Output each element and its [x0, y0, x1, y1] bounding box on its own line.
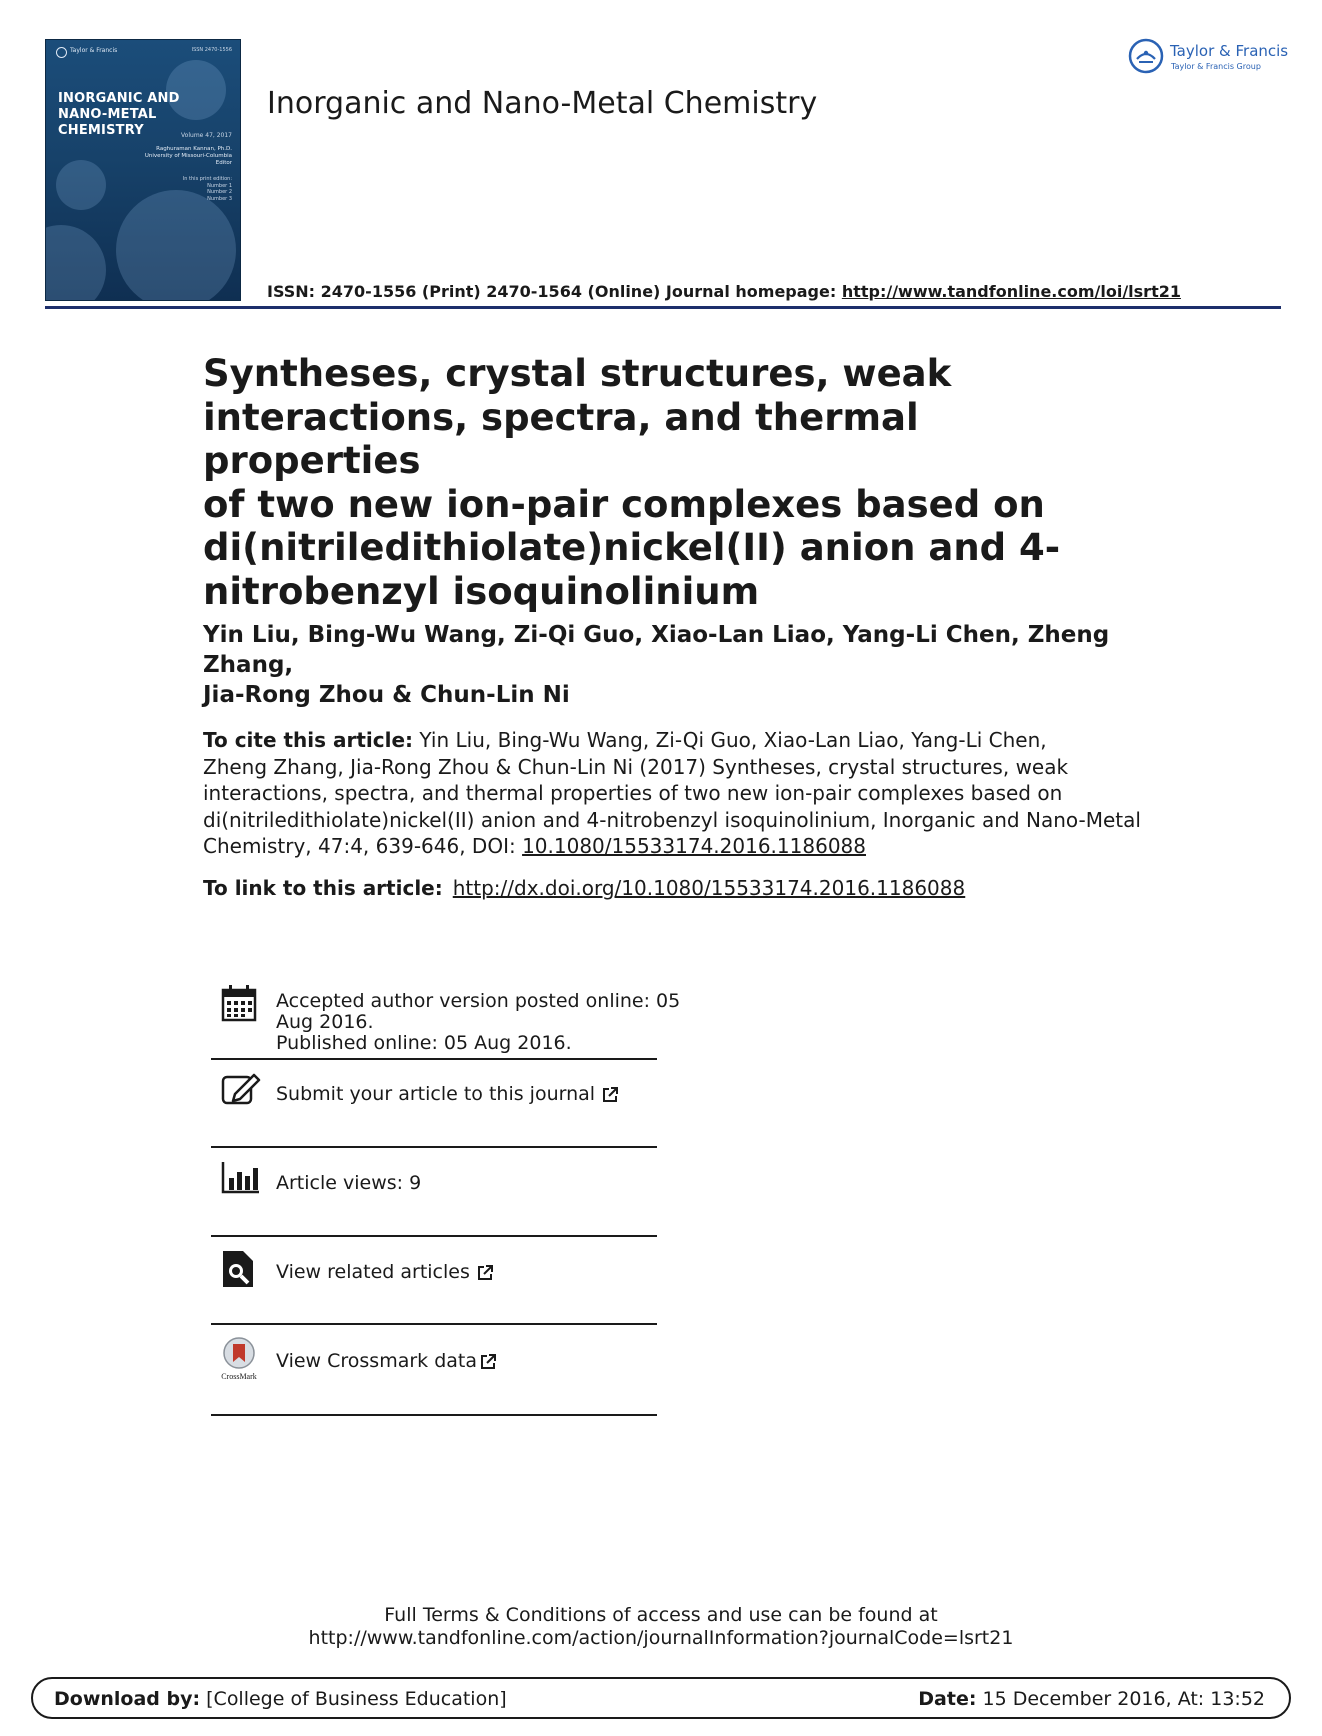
- cover-title-line: INORGANIC AND: [58, 91, 180, 106]
- document-search-icon: [221, 1249, 255, 1289]
- cover-decoration: [45, 225, 106, 301]
- terms-and-conditions: [0, 1604, 1322, 1650]
- download-info-bar: [31, 1677, 1291, 1719]
- date-label: Date:: [918, 1688, 977, 1710]
- article-title-line: di(nitriledithiolate)nickel(II) anion and 4-: [203, 526, 1061, 569]
- crossmark-link[interactable]: [211, 1336, 657, 1396]
- related-articles-text: View related articles: [276, 1261, 470, 1283]
- download-value: [College of Business Education]: [200, 1688, 507, 1710]
- related-articles-link[interactable]: [211, 1247, 657, 1307]
- related-articles-row: [276, 1262, 494, 1283]
- info-divider: [211, 1414, 657, 1416]
- crossmark-text: View Crossmark data: [276, 1350, 478, 1372]
- external-link-icon: [476, 1264, 494, 1282]
- download-label: Download by:: [54, 1688, 201, 1710]
- cover-volume: Volume 47, 2017: [181, 132, 232, 139]
- issn-text: ISSN: 2470-1556 (Print) 2470-1564 (Online) Journal homepage:: [267, 282, 842, 301]
- cover-editor-name: Raghuraman Kannan, Ph.D.: [156, 146, 232, 152]
- citation-block: [203, 727, 1143, 860]
- info-divider: [211, 1058, 657, 1060]
- accepted-line: Accepted author version posted online: 05: [276, 990, 681, 1012]
- header-divider: [45, 306, 1281, 309]
- crossmark-row: [276, 1351, 497, 1372]
- journal-homepage-link[interactable]: http://www.tandfonline.com/loi/lsrt21: [841, 282, 1181, 301]
- info-divider: [211, 1146, 657, 1148]
- cover-decoration: [116, 190, 236, 301]
- cover-edition-heading: In this print edition:: [182, 176, 232, 182]
- cover-title-line: NANO-METAL CHEMISTRY: [58, 107, 157, 138]
- download-date: [918, 1688, 1265, 1710]
- published-date: Published online: 05 Aug 2016.: [276, 1032, 572, 1054]
- article-title-line: nitrobenzyl isoquinolinium: [203, 569, 760, 613]
- citation-line: Yin Liu, Bing-Wu Wang, Zi-Qi Guo, Xiao-Lan Liao, Yang-Li Chen,: [413, 728, 1047, 752]
- external-link-icon: [601, 1086, 619, 1104]
- terms-line: Full Terms & Conditions of access and use can be found at: [384, 1604, 938, 1626]
- cover-edition-item: Number 1: [207, 182, 232, 189]
- citation-label: To cite this article:: [203, 728, 414, 752]
- authors-line: Jia-Rong Zhou & Chun-Lin Ni: [203, 682, 570, 708]
- doi-link[interactable]: 10.1080/15533174.2016.1186088: [522, 834, 866, 858]
- journal-cover: [45, 39, 241, 301]
- issn-line: [267, 282, 1181, 301]
- citation-line: di(nitriledithiolate)nickel(II) anion and 4-nitrobenzyl isoquinolinium, Inorganic and Nano-Metal: [203, 807, 1141, 832]
- article-link-label: To link to this article:: [203, 876, 443, 900]
- crossmark-icon: [219, 1336, 259, 1382]
- article-title-line: interactions, spectra, and thermal properties: [203, 395, 919, 482]
- article-authors: [203, 620, 1143, 710]
- edit-icon: [221, 1072, 261, 1106]
- citation-line: interactions, spectra, and thermal properties of two new ion-pair complexes based on: [203, 781, 1063, 805]
- article-doi-url[interactable]: http://dx.doi.org/10.1080/15533174.2016.1186088: [452, 876, 966, 900]
- cover-editor: [62, 146, 232, 167]
- submit-article-text: Submit your article to this journal: [276, 1083, 596, 1105]
- downloaded-by: [54, 1688, 507, 1710]
- date-value: 15 December 2016, At: 13:52: [976, 1688, 1265, 1710]
- article-views: [211, 1158, 657, 1218]
- bar-chart-icon: [221, 1160, 261, 1194]
- cover-editor-role: Editor: [215, 160, 232, 166]
- journal-name[interactable]: Inorganic and Nano-Metal Chemistry: [267, 86, 818, 121]
- terms-url[interactable]: http://www.tandfonline.com/action/journalInformation?journalCode=lsrt21: [308, 1627, 1014, 1649]
- cover-edition-item: Number 2: [207, 189, 232, 195]
- publication-dates: [211, 984, 681, 1054]
- article-title-line: of two new ion-pair complexes based on: [203, 482, 1045, 526]
- authors-line: Yin Liu, Bing-Wu Wang, Zi-Qi Guo, Xiao-Lan Liao, Yang-Li Chen, Zheng Zhang,: [203, 622, 1110, 678]
- external-link-icon: [479, 1353, 497, 1371]
- article-title: [203, 352, 1083, 613]
- publisher-logo-group: Taylor & Francis Group: [1171, 62, 1261, 71]
- submit-article-row: [276, 1084, 619, 1105]
- cover-issn: ISSN 2470-1556: [191, 47, 232, 53]
- cover-decoration: [56, 160, 106, 210]
- article-link-line: [203, 876, 965, 900]
- cover-edition-item: Number 3: [207, 195, 232, 202]
- info-divider: [211, 1235, 657, 1237]
- article-title-line: Syntheses, crystal structures, weak: [203, 352, 952, 395]
- accepted-line: Aug 2016.: [276, 1011, 374, 1033]
- accepted-date: [276, 991, 680, 1054]
- calendar-icon: [221, 984, 257, 1022]
- cover-publisher-logo-icon: [56, 47, 67, 58]
- taylor-francis-logo-icon: [1128, 38, 1164, 74]
- publisher-logo-name: Taylor & Francis: [1170, 42, 1289, 60]
- submit-article-link[interactable]: [211, 1070, 657, 1130]
- cover-publisher: Taylor & Francis: [70, 47, 118, 54]
- info-divider: [211, 1323, 657, 1325]
- citation-line: Chemistry, 47:4, 639-646, DOI:: [203, 834, 523, 858]
- article-views-text: Article views: 9: [276, 1172, 422, 1194]
- citation-line: Zheng Zhang, Jia-Rong Zhou & Chun-Lin Ni (2017) Syntheses, crystal structures, weak: [203, 754, 1069, 779]
- cover-edition: [112, 176, 232, 202]
- crossmark-logo-text: CrossMark: [221, 1372, 257, 1381]
- cover-editor-affil: University of Missouri-Columbia: [144, 153, 232, 159]
